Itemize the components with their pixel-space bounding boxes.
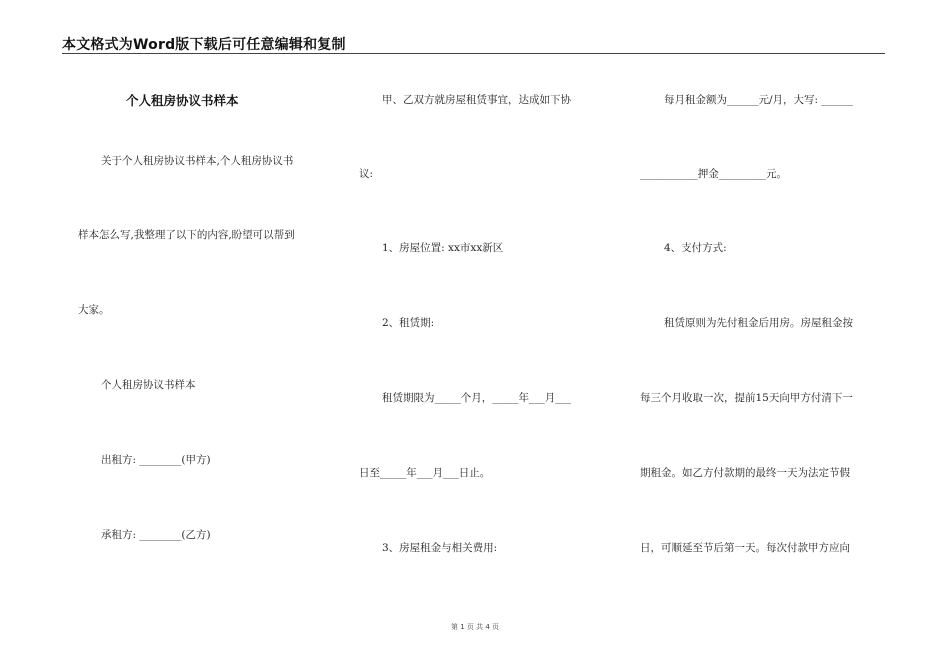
middle-line-6: 日至_____年___月___日止。 [359,467,491,479]
middle-line-4: 2、租赁期: [382,317,435,329]
right-line-1: 每月租金额为______元/月，大写: ______ [664,94,853,106]
middle-line-1: 甲、乙双方就房屋租赁事宜，达成如下协 [382,94,571,106]
middle-line-5: 租赁期限为_____个月，_____年___月___ [382,392,571,404]
left-line-6: 承租方: ________(乙方) [101,529,211,541]
left-line-3: 大家。 [78,304,110,316]
document-title: 个人租房协议书样本 [126,93,239,108]
middle-line-3: 1、房屋位置: xx市xx新区 [382,242,504,254]
right-line-5: 每三个月收取一次，提前15天向甲方付清下一 [640,392,853,404]
document-header: 本文格式为Word版下载后可任意编辑和复制 [62,37,346,53]
left-line-5: 出租方: ________(甲方) [101,454,211,466]
right-line-6: 期租金。如乙方付款期的最终一天为法定节假 [640,467,850,479]
left-line-1: 关于个人租房协议书样本,个人租房协议书 [101,155,294,167]
left-line-2: 样本怎么写,我整理了以下的内容,盼望可以帮到 [78,229,295,241]
middle-line-7: 3、房屋租金与相关费用: [382,542,498,554]
right-line-2: ___________押金_________元。 [640,168,787,180]
middle-line-2: 议: [359,168,374,180]
page-footer: 第 1 页 共 4 页 [450,623,500,631]
header-divider [62,53,885,54]
left-line-4: 个人租房协议书样本 [101,379,196,391]
right-line-4: 租赁原则为先付租金后用房。房屋租金按 [664,317,853,329]
right-line-7: 日，可顺延至节后第一天。每次付款甲方应向 [640,542,850,554]
right-line-3: 4、支付方式: [664,242,727,254]
